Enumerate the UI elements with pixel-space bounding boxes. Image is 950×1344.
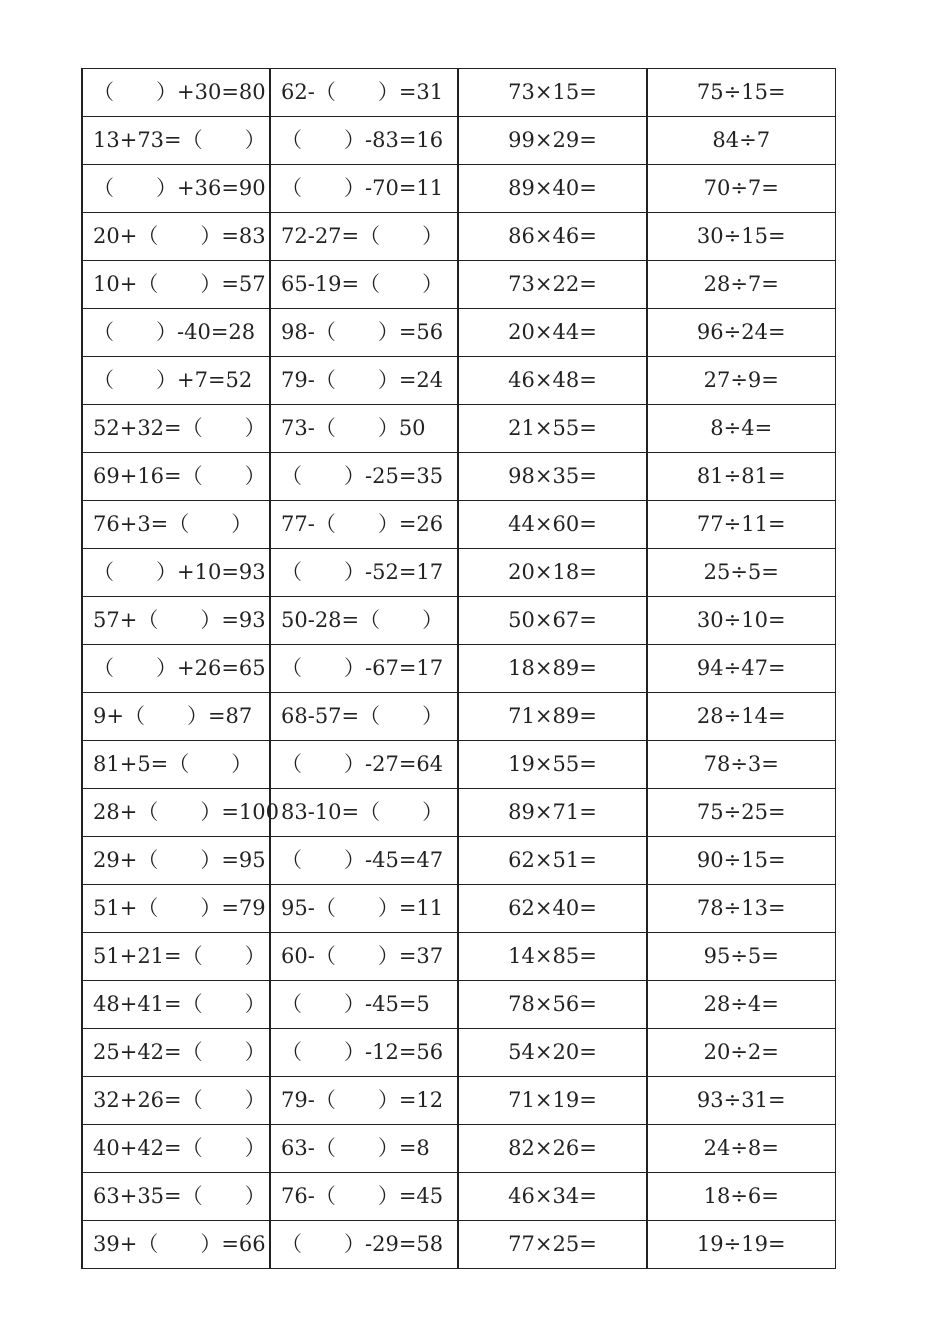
addition-problem-cell: （ ）+36=90 — [82, 165, 270, 213]
multiplication-problem-cell: 44×60= — [458, 501, 647, 549]
multiplication-problem-cell: 71×89= — [458, 693, 647, 741]
subtraction-problem-cell: （ ）-67=17 — [270, 645, 458, 693]
subtraction-problem-cell: 95-（ ）=11 — [270, 885, 458, 933]
addition-problem-cell: 63+35=（ ） — [82, 1173, 270, 1221]
table-row — [82, 645, 835, 693]
division-problem-cell: 70÷7= — [647, 165, 835, 213]
table-row — [82, 1173, 835, 1221]
addition-problem-cell: 29+（ ）=95 — [82, 837, 270, 885]
multiplication-problem-cell: 82×26= — [458, 1125, 647, 1173]
multiplication-problem-cell: 98×35= — [458, 453, 647, 501]
table-row — [82, 453, 835, 501]
subtraction-problem-cell: 63-（ ）=8 — [270, 1125, 458, 1173]
division-problem-cell: 75÷15= — [647, 69, 835, 117]
table-row — [82, 549, 835, 597]
subtraction-problem-cell: 79-（ ）=24 — [270, 357, 458, 405]
subtraction-problem-cell: 77-（ ）=26 — [270, 501, 458, 549]
multiplication-problem-cell: 46×48= — [458, 357, 647, 405]
addition-problem-cell: 51+21=（ ） — [82, 933, 270, 981]
multiplication-problem-cell: 77×25= — [458, 1221, 647, 1269]
subtraction-problem-cell: 60-（ ）=37 — [270, 933, 458, 981]
table-row — [82, 837, 835, 885]
subtraction-problem-cell: （ ）-27=64 — [270, 741, 458, 789]
multiplication-problem-cell: 78×56= — [458, 981, 647, 1029]
division-problem-cell: 28÷7= — [647, 261, 835, 309]
division-problem-cell: 75÷25= — [647, 789, 835, 837]
multiplication-problem-cell: 73×15= — [458, 69, 647, 117]
arithmetic-worksheet-table — [81, 68, 836, 1269]
table-row — [82, 309, 835, 357]
subtraction-problem-cell: （ ）-83=16 — [270, 117, 458, 165]
addition-problem-cell: （ ）+7=52 — [82, 357, 270, 405]
addition-problem-cell: 28+（ ）=100 — [82, 789, 270, 837]
addition-problem-cell: 32+26=（ ） — [82, 1077, 270, 1125]
subtraction-problem-cell: （ ）-70=11 — [270, 165, 458, 213]
table-row — [82, 933, 835, 981]
table-row — [82, 501, 835, 549]
multiplication-problem-cell: 62×51= — [458, 837, 647, 885]
subtraction-problem-cell: 72-27=（ ） — [270, 213, 458, 261]
subtraction-problem-cell: 50-28=（ ） — [270, 597, 458, 645]
table-row — [82, 69, 835, 117]
division-problem-cell: 19÷19= — [647, 1221, 835, 1269]
subtraction-problem-cell: 62-（ ）=31 — [270, 69, 458, 117]
division-problem-cell: 18÷6= — [647, 1173, 835, 1221]
division-problem-cell: 28÷14= — [647, 693, 835, 741]
division-problem-cell: 81÷81= — [647, 453, 835, 501]
multiplication-problem-cell: 89×71= — [458, 789, 647, 837]
addition-problem-cell: 39+（ ）=66 — [82, 1221, 270, 1269]
multiplication-problem-cell: 89×40= — [458, 165, 647, 213]
multiplication-problem-cell: 73×22= — [458, 261, 647, 309]
table-row — [82, 1221, 835, 1269]
multiplication-problem-cell: 19×55= — [458, 741, 647, 789]
subtraction-problem-cell: 98-（ ）=56 — [270, 309, 458, 357]
division-problem-cell: 90÷15= — [647, 837, 835, 885]
addition-problem-cell: （ ）+26=65 — [82, 645, 270, 693]
subtraction-problem-cell: （ ）-45=47 — [270, 837, 458, 885]
addition-problem-cell: 81+5=（ ） — [82, 741, 270, 789]
addition-problem-cell: 57+（ ）=93 — [82, 597, 270, 645]
multiplication-problem-cell: 71×19= — [458, 1077, 647, 1125]
division-problem-cell: 25÷5= — [647, 549, 835, 597]
addition-problem-cell: 10+（ ）=57 — [82, 261, 270, 309]
table-row — [82, 405, 835, 453]
addition-problem-cell: 9+（ ）=87 — [82, 693, 270, 741]
multiplication-problem-cell: 99×29= — [458, 117, 647, 165]
subtraction-problem-cell: （ ）-12=56 — [270, 1029, 458, 1077]
subtraction-problem-cell: 68-57=（ ） — [270, 693, 458, 741]
multiplication-problem-cell: 50×67= — [458, 597, 647, 645]
multiplication-problem-cell: 86×46= — [458, 213, 647, 261]
subtraction-problem-cell: 76-（ ）=45 — [270, 1173, 458, 1221]
subtraction-problem-cell: 79-（ ）=12 — [270, 1077, 458, 1125]
addition-problem-cell: 20+（ ）=83 — [82, 213, 270, 261]
division-problem-cell: 77÷11= — [647, 501, 835, 549]
subtraction-problem-cell: 65-19=（ ） — [270, 261, 458, 309]
addition-problem-cell: 69+16=（ ） — [82, 453, 270, 501]
multiplication-problem-cell: 54×20= — [458, 1029, 647, 1077]
division-problem-cell: 93÷31= — [647, 1077, 835, 1125]
worksheet-body — [82, 69, 835, 1269]
division-problem-cell: 96÷24= — [647, 309, 835, 357]
addition-problem-cell: 48+41=（ ） — [82, 981, 270, 1029]
table-row — [82, 117, 835, 165]
multiplication-problem-cell: 21×55= — [458, 405, 647, 453]
table-row — [82, 789, 835, 837]
division-problem-cell: 24÷8= — [647, 1125, 835, 1173]
addition-problem-cell: （ ）-40=28 — [82, 309, 270, 357]
multiplication-problem-cell: 46×34= — [458, 1173, 647, 1221]
addition-problem-cell: 51+（ ）=79 — [82, 885, 270, 933]
table-row — [82, 261, 835, 309]
division-problem-cell: 30÷15= — [647, 213, 835, 261]
subtraction-problem-cell: （ ）-45=5 — [270, 981, 458, 1029]
subtraction-problem-cell: （ ）-29=58 — [270, 1221, 458, 1269]
subtraction-problem-cell: 83-10=（ ） — [270, 789, 458, 837]
multiplication-problem-cell: 62×40= — [458, 885, 647, 933]
table-row — [82, 693, 835, 741]
division-problem-cell: 28÷4= — [647, 981, 835, 1029]
division-problem-cell: 8÷4= — [647, 405, 835, 453]
table-row — [82, 1077, 835, 1125]
addition-problem-cell: 40+42=（ ） — [82, 1125, 270, 1173]
division-problem-cell: 84÷7 — [647, 117, 835, 165]
subtraction-problem-cell: （ ）-25=35 — [270, 453, 458, 501]
table-row — [82, 357, 835, 405]
division-problem-cell: 30÷10= — [647, 597, 835, 645]
division-problem-cell: 78÷13= — [647, 885, 835, 933]
table-row — [82, 213, 835, 261]
multiplication-problem-cell: 18×89= — [458, 645, 647, 693]
division-problem-cell: 27÷9= — [647, 357, 835, 405]
division-problem-cell: 20÷2= — [647, 1029, 835, 1077]
table-row — [82, 885, 835, 933]
subtraction-problem-cell: （ ）-52=17 — [270, 549, 458, 597]
table-row — [82, 597, 835, 645]
addition-problem-cell: 52+32=（ ） — [82, 405, 270, 453]
table-row — [82, 165, 835, 213]
table-row — [82, 741, 835, 789]
multiplication-problem-cell: 14×85= — [458, 933, 647, 981]
multiplication-problem-cell: 20×18= — [458, 549, 647, 597]
table-row — [82, 1125, 835, 1173]
addition-problem-cell: 76+3=（ ） — [82, 501, 270, 549]
table-row — [82, 981, 835, 1029]
division-problem-cell: 78÷3= — [647, 741, 835, 789]
addition-problem-cell: 13+73=（ ） — [82, 117, 270, 165]
addition-problem-cell: （ ）+30=80 — [82, 69, 270, 117]
division-problem-cell: 95÷5= — [647, 933, 835, 981]
multiplication-problem-cell: 20×44= — [458, 309, 647, 357]
table-row — [82, 1029, 835, 1077]
addition-problem-cell: （ ）+10=93 — [82, 549, 270, 597]
subtraction-problem-cell: 73-（ ）50 — [270, 405, 458, 453]
addition-problem-cell: 25+42=（ ） — [82, 1029, 270, 1077]
division-problem-cell: 94÷47= — [647, 645, 835, 693]
